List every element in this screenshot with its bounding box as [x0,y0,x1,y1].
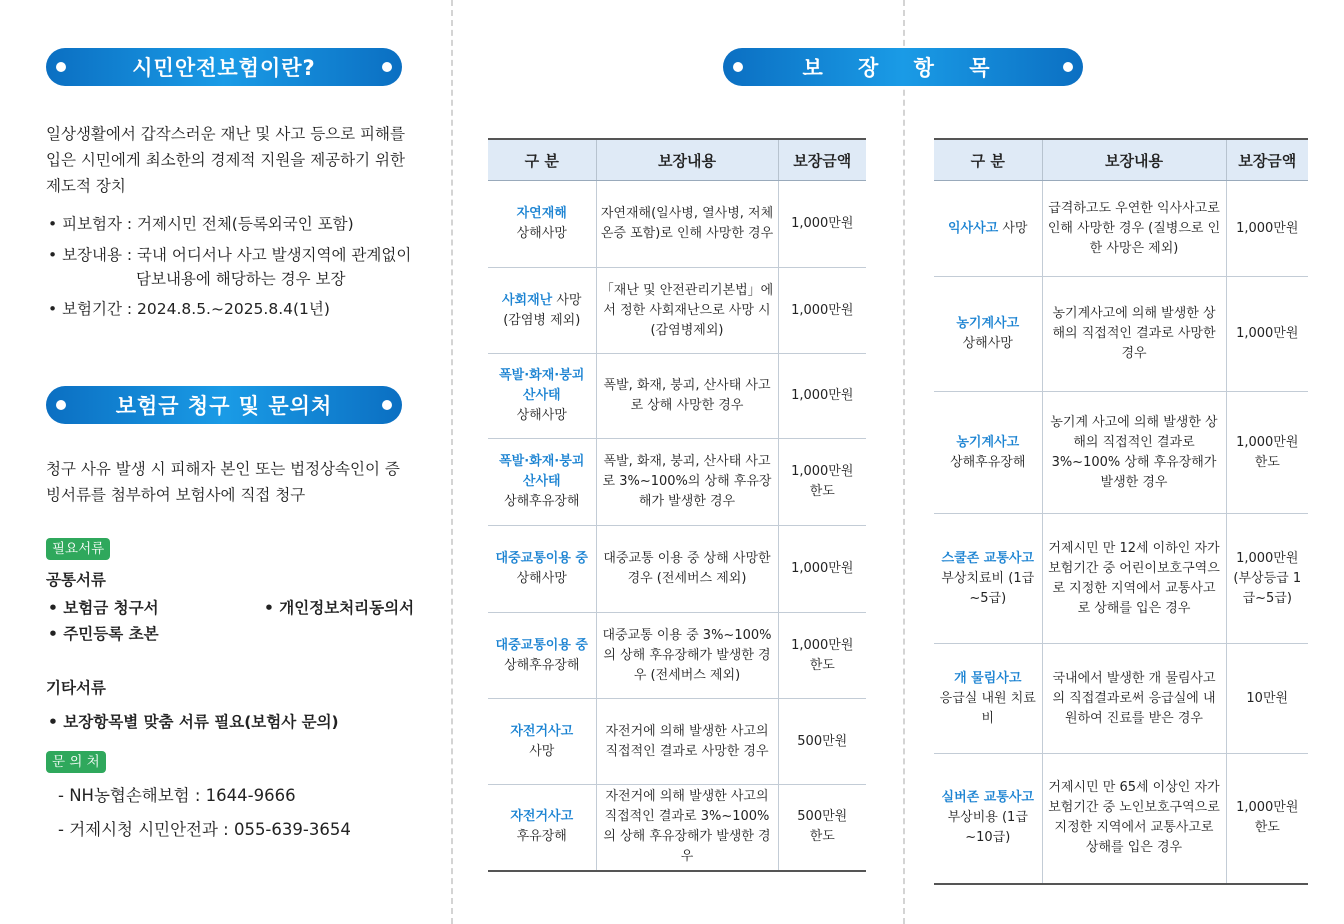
amount-value: 1,000만원 [1236,326,1299,341]
table-row [488,699,866,785]
category-name: 농기계사고 [956,434,1020,450]
cell-amount [778,526,866,613]
table-row [934,644,1308,754]
amount-value: 1,000만원 [1236,434,1299,450]
category-name: 스쿨존 교통사고 [941,550,1034,566]
cell-category [488,699,596,785]
table-row [934,754,1308,884]
other-docs-heading: 기타서류 [46,679,106,697]
table-row [488,785,866,871]
cell-content: 거제시민 만 65세 이상인 자가 보험기간 중 노인보호구역으로 지정한 지역에서 교통사고로 상해를 입은 경우 [1042,754,1226,884]
cell-amount [778,181,866,268]
cell-content: 대중교통 이용 중 상해 사망한 경우 (전세버스 제외) [596,526,778,613]
claim-title-banner [46,386,402,424]
cell-category [934,754,1042,884]
col-header-category: 구 분 [488,139,596,181]
category-name: 폭발·화재·붕괴 산사태 [499,454,585,489]
coverage-table-1 [488,138,866,872]
category-name: 대중교통이용 중 [495,551,588,566]
bullet-dot-icon [733,62,743,72]
intro-title-banner [46,48,402,86]
table-row [934,181,1308,277]
cell-amount [778,613,866,699]
category-sub: 상해후유장해 [504,494,580,509]
cell-amount [1226,392,1308,514]
table-row [934,277,1308,392]
cell-content: 폭발, 화재, 붕괴, 산사태 사고로 상해 사망한 경우 [596,354,778,439]
coverage-line-cont: 담보내용에 해당하는 경우 보장 [136,270,346,288]
amount-limit: 한도 [1254,820,1280,836]
cell-amount [778,699,866,785]
cell-amount [778,785,866,871]
amount-value: 1,000만원 [791,216,854,231]
category-name: 자전거사고 [510,809,574,825]
panel-divider-left [451,0,453,924]
category-name: 대중교통이용 중 [495,637,588,653]
category-name: 자전거사고 [510,723,574,739]
table-row [934,514,1308,644]
category-sub: 상해후유장해 [950,454,1026,470]
doc-resident-abstract: • 주민등록 초본 [48,625,159,643]
category-suffix: 사망 [998,220,1028,236]
amount-value: 10만원 [1246,690,1289,706]
cell-amount [1226,514,1308,644]
amount-value: 1,000만원 [1236,800,1299,816]
table-row [488,268,866,354]
category-name: 익사사고 [948,220,999,236]
table-row [934,392,1308,514]
category-sub: 응급실 내원 치료비 [939,690,1036,726]
category-name: 개 물림사고 [954,670,1022,686]
amount-value: 1,000만원 [791,464,854,479]
cell-category [488,613,596,699]
cell-amount [1226,754,1308,884]
cell-category [488,785,596,871]
cell-category [934,181,1042,277]
bullet-dot-icon [56,62,66,72]
category-name: 자연재해 [516,206,567,221]
cell-amount [1226,277,1308,392]
table-row [488,439,866,526]
cell-category [934,644,1042,754]
bullet-dot-icon [382,62,392,72]
table-row [488,613,866,699]
category-name: 실버존 교통사고 [941,790,1034,806]
contact-nh: - NH농협손해보험 : 1644-9666 [58,786,296,805]
table-row [488,181,866,268]
amount-value: 500만원 [797,733,848,749]
amount-limit: 한도 [1254,454,1280,470]
contact-city: - 거제시청 시민안전과 : 055-639-3654 [58,820,351,839]
category-suffix: 사망 [552,292,582,308]
cell-category [488,268,596,354]
claim-title: 보험금 청구 및 문의처 [115,394,333,418]
insured-line: • 피보험자 : 거제시민 전체(등록외국인 포함) [48,215,354,233]
cell-content: 거제시민 만 12세 이하인 자가 보험기간 중 어린이보호구역으로 지정한 지역에서 교통사고로 상해를 입은 경우 [1042,514,1226,644]
coverage-title-banner [723,48,1083,86]
col-header-amount: 보장금액 [778,139,866,181]
other-doc: • 보장항목별 맞춤 서류 필요(보험사 문의) [48,713,339,731]
amount-limit: 한도 [809,657,835,673]
bullet-dot-icon [56,400,66,410]
cell-category [934,277,1042,392]
category-sub: 상해후유장해 [504,657,580,673]
col-header-category: 구 분 [934,139,1042,181]
category-sub: 사망 [529,743,555,759]
col-header-content: 보장내용 [596,139,778,181]
amount-value: 1,000만원 [1236,550,1299,566]
cell-content: 국내에서 발생한 개 물림사고의 직접결과로써 응급실에 내원하여 진료를 받은 경우 [1042,644,1226,754]
cell-content: 폭발, 화재, 붕괴, 산사태 사고로 3%~100%의 상해 후유장해가 발생한 경우 [596,439,778,526]
cell-amount [1226,644,1308,754]
category-sub: 후유장해 [516,829,567,845]
cell-category [934,392,1042,514]
category-sub: 부상치료비 (1급~5급) [941,570,1035,606]
bullet-dot-icon [382,400,392,410]
cell-content: 자전거에 의해 발생한 사고의 직접적인 결과로 3%~100%의 상해 후유장해가 발생한 경우 [596,785,778,871]
col-header-amount: 보장금액 [1226,139,1308,181]
cell-amount [778,268,866,354]
cell-category [488,526,596,613]
cell-content: 자전거에 의해 발생한 사고의 직접적인 결과로 사망한 경우 [596,699,778,785]
amount-value: 1,000만원 [791,302,854,318]
cell-content: 「재난 및 안전관리기본법」에서 정한 사회재난으로 사망 시 (감염병제외) [596,268,778,354]
cell-category [488,354,596,439]
cell-content: 농기계 사고에 의해 발생한 상해의 직접적인 결과로 3%~100% 상해 후유장해가 발생한 경우 [1042,392,1226,514]
cell-category [488,181,596,268]
amount-limit: (부상등급 1급~5급) [1233,570,1302,606]
category-name: 사회재난 [502,292,553,308]
bullet-dot-icon [1063,62,1073,72]
cell-category [934,514,1042,644]
docs-tag: 필요서류 [46,538,110,560]
amount-value: 500만원 [797,809,848,825]
cell-amount [778,439,866,526]
cell-content: 자연재해(일사병, 열사병, 저체온증 포함)로 인해 사망한 경우 [596,181,778,268]
coverage-table-2 [934,138,1308,885]
category-sub: 상해사망 [516,226,567,241]
amount-value: 1,000만원 [791,388,854,403]
intro-title: 시민안전보험이란? [132,56,316,80]
cell-content: 농기계사고에 의해 발생한 상해의 직접적인 결과로 사망한 경우 [1042,277,1226,392]
category-sub: 상해사망 [516,408,567,423]
cell-amount [1226,181,1308,277]
coverage-line: • 보장내용 : 국내 어디서나 사고 발생지역에 관계없이 [48,246,412,264]
period-line: • 보험기간 : 2024.8.5.~2025.8.4(1년) [48,300,330,318]
amount-value: 1,000만원 [791,637,854,653]
table-row [488,354,866,439]
panel-divider-right [903,0,905,924]
contact-tag: 문 의 처 [46,751,106,773]
cell-content: 대중교통 이용 중 3%~100%의 상해 후유장해가 발생한 경우 (전세버스 제외) [596,613,778,699]
category-sub: (감염병 제외) [503,312,581,328]
cell-category [488,439,596,526]
amount-value: 1,000만원 [1236,220,1299,236]
amount-limit: 한도 [809,484,835,499]
category-sub: 상해사망 [962,336,1013,351]
claim-paragraph: 청구 사유 발생 시 피해자 본인 또는 법정상속인이 증빙서류를 첨부하여 보험사에 직접 청구 [46,460,400,504]
category-sub: 상해사망 [516,571,567,586]
cell-content: 급격하고도 우연한 익사사고로 인해 사망한 경우 (질병으로 인한 사망은 제외) [1042,181,1226,277]
amount-value: 1,000만원 [791,561,854,576]
category-name: 농기계사고 [956,316,1020,331]
intro-paragraph: 일상생활에서 갑작스러운 재난 및 사고 등으로 피해를 입은 시민에게 최소한의 경제적 지원을 제공하기 위한 제도적 장치 [46,125,405,195]
doc-claim-form: • 보험금 청구서 [48,599,159,617]
table-row [488,526,866,613]
col-header-content: 보장내용 [1042,139,1226,181]
category-name: 폭발·화재·붕괴 산사태 [499,368,585,403]
cell-amount [778,354,866,439]
coverage-title: 보 장 항 목 [802,56,1004,80]
common-docs-heading: 공통서류 [46,571,106,589]
category-sub: 부상비용 (1급~10급) [947,810,1028,846]
doc-privacy-consent: • 개인정보처리동의서 [264,599,415,617]
amount-limit: 한도 [809,829,835,845]
